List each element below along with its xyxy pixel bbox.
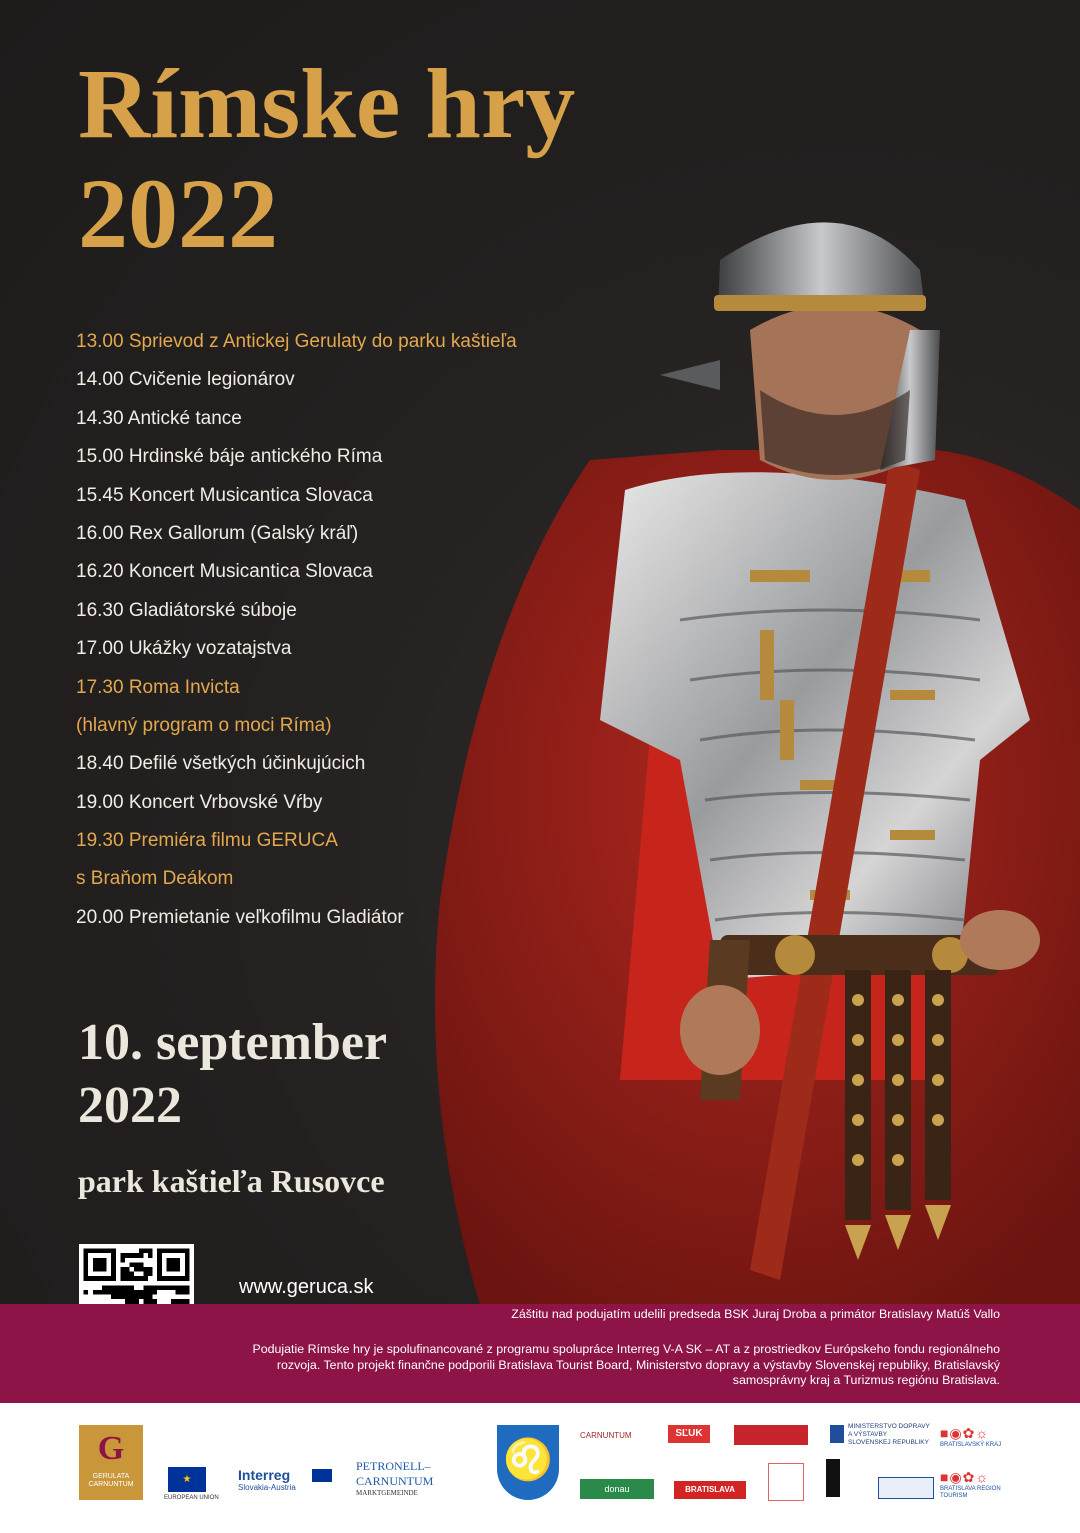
schedule-item: 13.00 Sprievod z Antickej Gerulaty do parku kaštieľa (76, 331, 517, 352)
carnuntum-logo: CARNUNTUM (580, 1431, 632, 1440)
gerulata-label: GERULATA CARNUNTUM (88, 1473, 134, 1488)
schedule-item: 18.40 Defilé všetkých účinkujúcich (76, 753, 366, 775)
ministry-logo (830, 1423, 930, 1453)
schedule-item: 16.20 Koncert Musicantica Slovaca (76, 561, 373, 583)
interreg-label: Interreg (238, 1467, 291, 1483)
schedule-item: 14.00 Cvičenie legionárov (76, 369, 295, 391)
ministry-label: MINISTERSTVO DOPRAVY A VÝSTAVBY SLOVENSKEJ REPUBLIKY (848, 1423, 930, 1446)
interreg-logo (220, 1467, 310, 1497)
event-date: 10. september (78, 1014, 388, 1071)
event-venue: park kaštieľa Rusovce (78, 1163, 385, 1199)
schedule-item: s Braňom Deákom (76, 868, 234, 890)
petronell-logo (356, 1459, 476, 1505)
schedule-item: 16.00 Rex Gallorum (Galský kráľ) (76, 522, 359, 544)
bratislava-city-logo: BRATISLAVA (674, 1481, 746, 1499)
donau-logo: donau (580, 1479, 654, 1499)
event-year: 2022 (78, 158, 278, 269)
bsk-logo (940, 1425, 1002, 1455)
schedule-item: 16.30 Gladiátorské súboje (76, 599, 297, 621)
schedule-item: (hlavný program o moci Ríma) (76, 714, 332, 736)
schedule-item: 17.00 Ukážky vozatajstva (76, 638, 292, 660)
lion-icon: ♌ (503, 1438, 553, 1482)
event-title: Rímske hry (78, 48, 576, 159)
schedule-item: 17.30 Roma Invicta (76, 676, 240, 698)
schedule-item: 15.00 Hrdinské báje antického Ríma (76, 446, 383, 468)
region-tourism-label: BRATISLAVA REGION TOURISM (940, 1486, 1001, 1499)
gerulata-logo (79, 1425, 143, 1500)
bsk-label: BRATISLAVSKÝ KRAJ (940, 1442, 1002, 1448)
coat-of-arms-icon (497, 1425, 559, 1500)
eu-flag-icon: ★ (168, 1467, 206, 1492)
patronage-text: Záštitu nad podujatím udelili predseda BSK Juraj Droba a primátor Bratislavy Matúš Vallo (511, 1307, 1000, 1321)
schedule-item: 19.00 Koncert Vrbovské Vŕby (76, 791, 323, 813)
eu-small-flag-icon (312, 1469, 332, 1482)
program-schedule (76, 323, 596, 937)
dovolenka-logo (878, 1477, 934, 1499)
ministry-crest-icon (830, 1425, 844, 1443)
bratislava-tourism-org-logo (734, 1425, 808, 1445)
eu-label: EUROPEAN UNION (164, 1495, 219, 1501)
region-symbol-icon: ■◉✿☼ (940, 1469, 990, 1485)
funding-text: Podujatie Rímske hry je spolufinancované z programu spolupráce Interreg V-A SK – AT a z prostriedkov Európskeho fondu regionálneho rozvoja. Tento projekt finančne podporili Bratislava Tourist Board, Ministerstvo dopravy a výstavby Slovenskej republiky, Bratislavský samosprávny kraj a Turizmus regiónu Bratislava. (252, 1342, 1000, 1387)
schedule-item: 14.30 Antické tance (76, 407, 242, 429)
region-tourism-logo (940, 1469, 1002, 1503)
museum-logo (768, 1463, 804, 1501)
schedule-item: 19.30 Premiéra filmu GERUCA (76, 830, 338, 852)
interreg-sub-label: Slovakia-Austria (238, 1483, 296, 1492)
event-date-year: 2022 (78, 1077, 182, 1134)
petronell-line1: PETRONELL– (356, 1459, 431, 1473)
bsk-symbol-icon: ■◉✿☼ (940, 1425, 990, 1441)
schedule-item: 15.45 Koncert Musicantica Slovaca (76, 484, 373, 506)
website-link[interactable]: www.geruca.sk (239, 1276, 374, 1298)
g-letter-icon: G (97, 1430, 125, 1467)
partner-logos (0, 1403, 1080, 1533)
sluk-logo: SĽUK (668, 1425, 710, 1443)
petronell-line2: CARNUNTUM (356, 1474, 434, 1488)
bkis-logo (826, 1459, 840, 1497)
schedule-item: 20.00 Premietanie veľkofilmu Gladiátor (76, 906, 404, 928)
petronell-sub: MARKTGEMEINDE (356, 1489, 418, 1497)
